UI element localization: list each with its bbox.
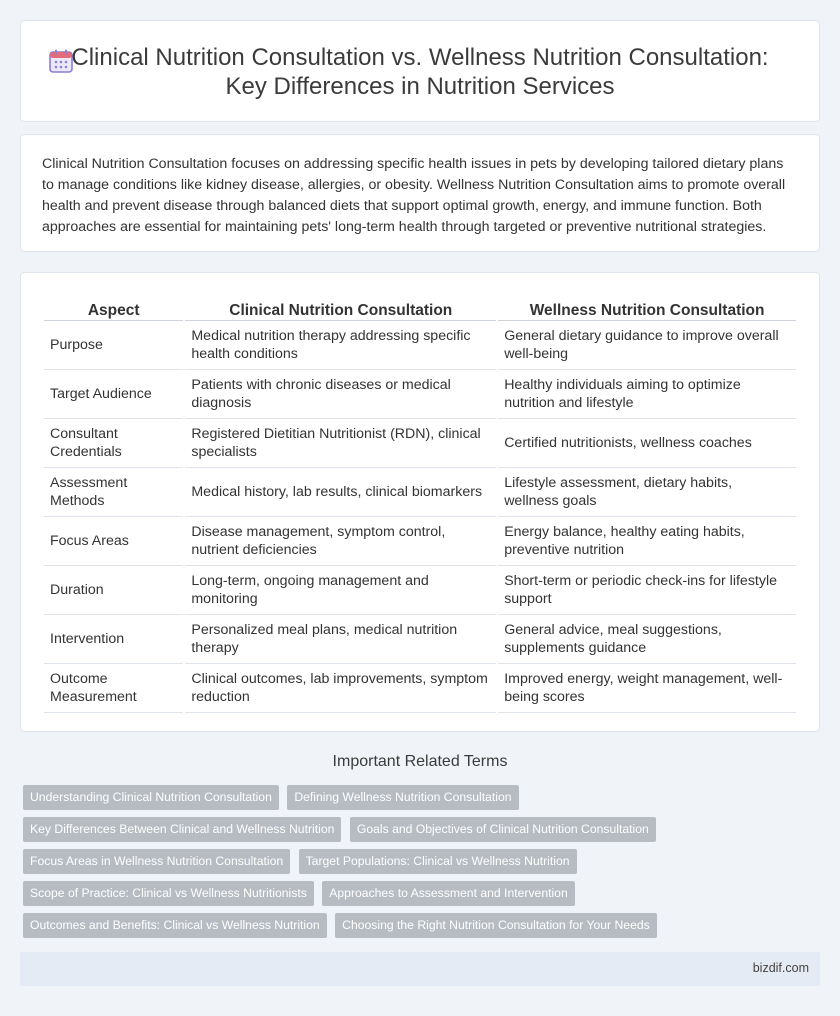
row-aspect: Focus Areas xyxy=(44,517,183,566)
page-title-line-1: Clinical Nutrition Consultation vs. Wellness Nutrition Consultation: xyxy=(71,44,769,71)
row-wellness: Lifestyle assessment, dietary habits, wellness goals xyxy=(498,468,796,517)
related-term-tag[interactable]: Focus Areas in Wellness Nutrition Consultation xyxy=(23,849,290,874)
row-wellness: General dietary guidance to improve overall well-being xyxy=(498,321,796,370)
table-row xyxy=(44,664,796,713)
header-card xyxy=(20,20,820,122)
row-aspect: Outcome Measurement xyxy=(44,664,183,713)
row-wellness: Healthy individuals aiming to optimize nutrition and lifestyle xyxy=(498,370,796,419)
tag-row xyxy=(23,849,823,874)
related-term-tag[interactable]: Defining Wellness Nutrition Consultation xyxy=(287,785,518,810)
tag-row xyxy=(23,881,823,906)
footer-bar xyxy=(20,952,820,986)
table-row xyxy=(44,419,796,468)
related-term-tag[interactable]: Outcomes and Benefits: Clinical vs Wellness Nutrition xyxy=(23,913,327,938)
tag-row xyxy=(23,913,823,938)
tag-row xyxy=(23,785,823,810)
related-term-tag[interactable]: Scope of Practice: Clinical vs Wellness Nutritionists xyxy=(23,881,314,906)
row-aspect: Target Audience xyxy=(44,370,183,419)
related-term-tag[interactable]: Choosing the Right Nutrition Consultation for Your Needs xyxy=(335,913,657,938)
row-aspect: Duration xyxy=(44,566,183,615)
footer-site-link[interactable]: bizdif.com xyxy=(752,961,809,975)
comparison-table-card xyxy=(20,272,820,732)
row-aspect: Intervention xyxy=(44,615,183,664)
intro-paragraph: Clinical Nutrition Consultation focuses on addressing specific health issues in pets by developing tailored dietary plans to manage conditions like kidney disease, allergies, or obesity. Wellness Nutrition Consultation aims to promote overall health and prevent disease through balanced diets that support optimal growth, energy, and immune function. Both approaches are essential for maintaining pets' long-term health through targeted or preventive nutritional strategies. xyxy=(42,156,786,235)
table-row xyxy=(44,517,796,566)
intro-card xyxy=(20,134,820,252)
related-terms-title: Important Related Terms xyxy=(332,753,508,770)
table-row xyxy=(44,566,796,615)
page-title-line-2: Key Differences in Nutrition Services xyxy=(225,73,615,100)
comparison-table xyxy=(42,296,798,713)
table-row xyxy=(44,370,796,419)
row-wellness: Energy balance, healthy eating habits, preventive nutrition xyxy=(498,517,796,566)
table-row xyxy=(44,615,796,664)
row-wellness: Certified nutritionists, wellness coaches xyxy=(498,419,796,468)
header-clinical: Clinical Nutrition Consultation xyxy=(185,296,496,321)
table-row xyxy=(44,321,796,370)
row-aspect: Purpose xyxy=(44,321,183,370)
related-terms-list xyxy=(23,785,823,945)
row-clinical: Clinical outcomes, lab improvements, symptom reduction xyxy=(185,664,496,713)
row-wellness: Short-term or periodic check-ins for lifestyle support xyxy=(498,566,796,615)
row-clinical: Long-term, ongoing management and monitoring xyxy=(185,566,496,615)
table-row xyxy=(44,468,796,517)
row-clinical: Registered Dietitian Nutritionist (RDN), clinical specialists xyxy=(185,419,496,468)
header-wellness: Wellness Nutrition Consultation xyxy=(498,296,796,321)
row-wellness: General advice, meal suggestions, supplements guidance xyxy=(498,615,796,664)
row-clinical: Patients with chronic diseases or medical diagnosis xyxy=(185,370,496,419)
row-clinical: Medical history, lab results, clinical biomarkers xyxy=(185,468,496,517)
row-aspect: Consultant Credentials xyxy=(44,419,183,468)
page-title xyxy=(21,43,819,101)
row-clinical: Personalized meal plans, medical nutrition therapy xyxy=(185,615,496,664)
tag-row xyxy=(23,817,823,842)
related-term-tag[interactable]: Goals and Objectives of Clinical Nutrition Consultation xyxy=(350,817,656,842)
header-aspect: Aspect xyxy=(44,296,183,321)
table-header-row xyxy=(44,296,796,321)
row-aspect: Assessment Methods xyxy=(44,468,183,517)
row-clinical: Disease management, symptom control, nutrient deficiencies xyxy=(185,517,496,566)
related-term-tag[interactable]: Key Differences Between Clinical and Wellness Nutrition xyxy=(23,817,341,842)
related-term-tag[interactable]: Understanding Clinical Nutrition Consultation xyxy=(23,785,279,810)
related-term-tag[interactable]: Approaches to Assessment and Intervention xyxy=(322,881,574,906)
related-term-tag[interactable]: Target Populations: Clinical vs Wellness Nutrition xyxy=(299,849,577,874)
row-clinical: Medical nutrition therapy addressing specific health conditions xyxy=(185,321,496,370)
row-wellness: Improved energy, weight management, well-being scores xyxy=(498,664,796,713)
